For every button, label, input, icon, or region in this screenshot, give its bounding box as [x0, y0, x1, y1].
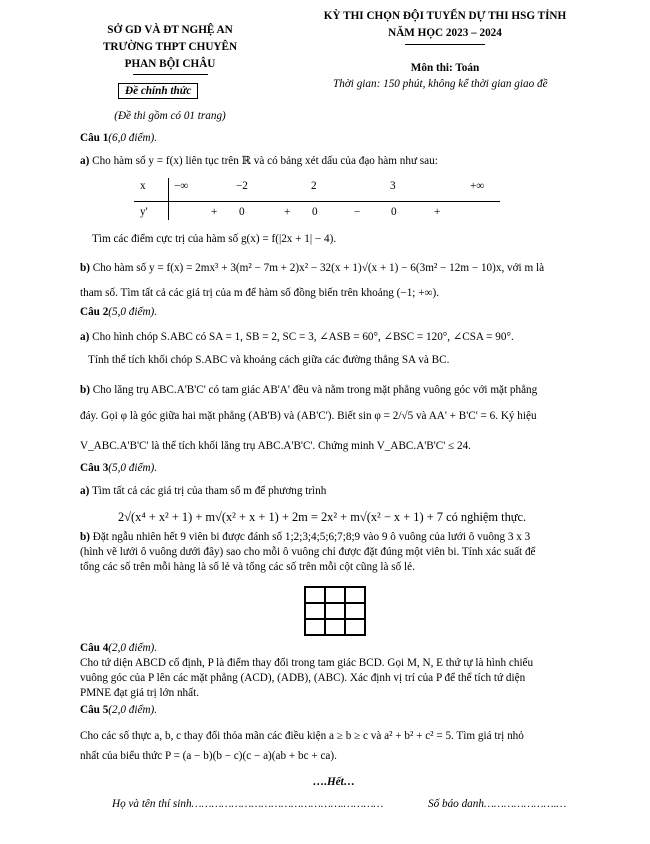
table-x-value: 3: [390, 180, 396, 192]
q4-heading: Câu 4(2,0 điểm).: [80, 642, 158, 654]
grid-cell: [345, 619, 365, 635]
grid-cell: [305, 603, 325, 619]
q3b-text-line3: tổng các số trên mỗi hàng là số lẻ và tổng các số trên mỗi cột cũng là số lẻ.: [80, 561, 415, 573]
q2a-task: Tính thể tích khối chóp S.ABC và khoảng cách giữa các đường thẳng SA và BC.: [88, 354, 450, 366]
q5-heading: Câu 5(2,0 điểm).: [80, 704, 158, 716]
table-x-label: x: [140, 180, 146, 192]
q5-text-line2: nhất của biểu thức P = (a − b)(b − c)(c − a)(ab + bc + ca).: [80, 750, 337, 762]
school-year: NĂM HỌC 2023 – 2024: [388, 27, 502, 39]
q4-text-line1: Cho tứ diện ABCD cố định, P là điểm thay đổi trong tam giác BCD. Gọi M, N, E thứ tự là hình chiếu: [80, 657, 534, 669]
table-sign: +: [434, 206, 441, 218]
table-column-divider: [168, 178, 169, 220]
school-name-line1: TRƯỜNG THPT CHUYÊN: [102, 41, 238, 53]
school-underline: [133, 74, 208, 75]
table-sign: +: [211, 206, 218, 218]
table-sign: 0: [239, 206, 245, 218]
q2b-text-line2: đáy. Gọi φ là góc giữa hai mặt phẳng (AB'B) và (AB'C'). Biết sin φ = 2/√5 và AA' + B'C' = 6. Ký hiệu: [80, 410, 537, 422]
q2a-text: a) Cho hình chóp S.ABC có SA = 1, SB = 2, SC = 3, ∠ASB = 60°, ∠BSC = 120°, ∠CSA = 90°.: [80, 331, 514, 343]
pages-note: (Đề thi gồm có 01 trang): [114, 110, 226, 122]
candidate-name-field: Họ và tên thí sinh……………………………………….…………: [112, 798, 384, 810]
q2b-text-line1: b) Cho lăng trụ ABC.A'B'C' có tam giác AB'A' đều và nằm trong mặt phẳng vuông góc với mặt phẳng: [80, 384, 538, 396]
table-x-value: −2: [236, 180, 248, 192]
exam-time: Thời gian: 150 phút, không kể thời gian giao đề: [333, 78, 548, 90]
table-x-value: 2: [311, 180, 317, 192]
table-sign: 0: [312, 206, 318, 218]
grid-cell: [325, 619, 345, 635]
grid-3x3: [304, 586, 366, 636]
department-name: SỞ GD VÀ ĐT NGHỆ AN: [107, 24, 233, 36]
grid-cell: [305, 619, 325, 635]
q3a-text: a) Tìm tất cả các giá trị của tham số m để phương trình: [80, 485, 327, 497]
grid-cell: [345, 587, 365, 603]
q2-heading: Câu 2(5,0 điểm).: [80, 306, 158, 318]
year-underline: [405, 44, 485, 45]
grid-cell: [325, 603, 345, 619]
q2b-text-line3: V_ABC.A'B'C' là thể tích khối lăng trụ ABC.A'B'C'. Chứng minh V_ABC.A'B'C' ≤ 24.: [80, 440, 471, 452]
q3b-text-line1: b) Đặt ngẫu nhiên hết 9 viên bi được đánh số 1;2;3;4;5;6;7;8;9 vào 9 ô vuông của lưới ô vuông 3 x 3: [80, 531, 531, 543]
table-sign: −: [354, 206, 361, 218]
grid-cell: [305, 587, 325, 603]
q3b-text-line2: (hình vẽ lưới ô vuông dưới đây) sao cho mỗi ô vuông chỉ được đặt đúng một viên bi. Tính xác suất để: [80, 546, 536, 558]
q4-text-line3: PMNE đạt giá trị lớn nhất.: [80, 687, 200, 699]
table-x-value: −∞: [174, 180, 189, 192]
table-row-divider: [134, 201, 500, 202]
subject: Môn thi: Toán: [410, 62, 480, 74]
table-y-label: y': [140, 206, 148, 218]
exam-title: KỲ THI CHỌN ĐỘI TUYỂN DỰ THI HSG TỈNH: [323, 10, 567, 22]
q3a-equation: 2√(x⁴ + x² + 1) + m√(x² + x + 1) + 2m = 2x² + m√(x² − x + 1) + 7 có nghiệm thực.: [118, 510, 527, 524]
q3-heading: Câu 3(5,0 điểm).: [80, 462, 158, 474]
table-sign: 0: [391, 206, 397, 218]
grid-cell: [345, 603, 365, 619]
q5-text-line1: Cho các số thực a, b, c thay đổi thỏa mãn các điều kiện a ≥ b ≥ c và a² + b² + c² = 5. Tìm giá trị nhỏ: [80, 730, 524, 742]
candidate-id-field: Số báo danh………………….…: [428, 798, 567, 810]
q1a-task: Tìm các điểm cực trị của hàm số g(x) = f(|2x + 1| − 4).: [92, 233, 337, 245]
end-marker: ….Hết…: [313, 776, 355, 788]
q1a-text: a) Cho hàm số y = f(x) liên tục trên ℝ và có bảng xét dấu của đạo hàm như sau:: [80, 155, 438, 167]
q4-text-line2: vuông góc của P lên các mặt phẳng (ACD), (ADB), (ABC). Xác định vị trí của P để thể tích tứ diện: [80, 672, 526, 684]
school-name-line2: PHAN BỘI CHÂU: [124, 58, 216, 70]
q1b-text-line2: tham số. Tìm tất cả các giá trị của m để hàm số đồng biến trên khoảng (−1; +∞).: [80, 287, 440, 299]
grid-cell: [325, 587, 345, 603]
table-sign: +: [284, 206, 291, 218]
table-x-value: +∞: [470, 180, 485, 192]
q1b-text-line1: b) Cho hàm số y = f(x) = 2mx³ + 3(m² − 7m + 2)x² − 32(x + 1)√(x + 1) − 6(3m² − 12m − 10)x, với m là: [80, 262, 545, 274]
q1-heading: Câu 1(6,0 điểm).: [80, 132, 158, 144]
official-label: Đề chính thức: [118, 83, 198, 99]
